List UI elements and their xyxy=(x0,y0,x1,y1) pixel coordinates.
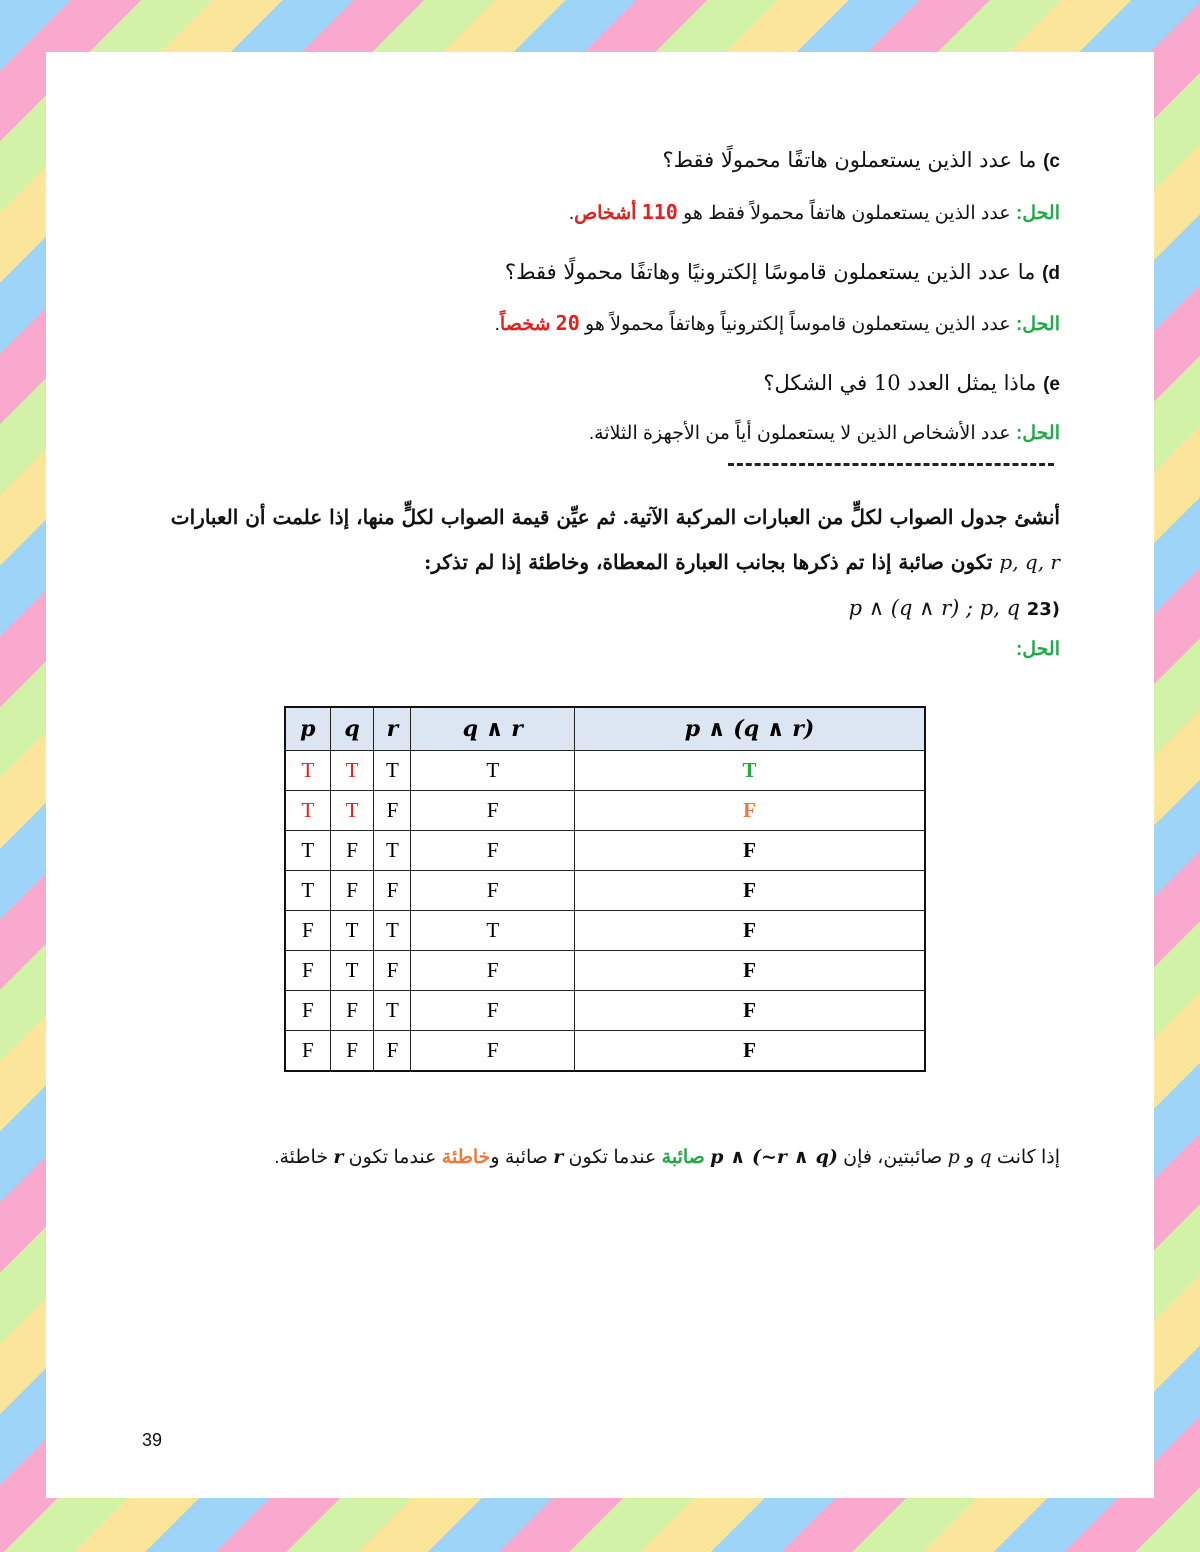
answer-text: عدد الذين يستعملون هاتفاً محمولاً فقط هو xyxy=(677,203,1011,224)
conclusion-part: عندما تكون xyxy=(563,1147,662,1168)
answer-text: عدد الذين يستعملون قاموساً إلكترونياً وهاتفاً محمولاً هو xyxy=(579,314,1011,335)
table-cell: F xyxy=(330,1031,374,1072)
conclusion-part: خاطئة. xyxy=(274,1147,334,1168)
table-cell: T xyxy=(374,991,411,1031)
table-cell: F xyxy=(285,1031,330,1072)
table-row xyxy=(285,871,925,911)
answer-text: عدد الأشخاص الذين لا يستعملون أياً من الأجهزة الثلاثة. xyxy=(588,423,1011,444)
page-number: 39 xyxy=(142,1430,163,1450)
table-cell: T xyxy=(374,831,411,871)
conclusion-text xyxy=(274,1146,1060,1169)
table-cell: F xyxy=(374,951,411,991)
question-d xyxy=(505,260,1060,285)
question-e xyxy=(763,371,1060,396)
table-cell: T xyxy=(330,911,374,951)
table-cell: F xyxy=(285,911,330,951)
table-cell: T xyxy=(374,911,411,951)
intro-text: تكون صائبة إذا تم ذكرها بجانب العبارة المعطاة، وخاطئة إذا لم تذكر: xyxy=(423,550,993,574)
answer-label: الحل: xyxy=(1015,203,1060,224)
table-row xyxy=(285,791,925,831)
table-row xyxy=(285,831,925,871)
conclusion-expression: (p ∧ (~r ∧ q xyxy=(710,1146,838,1168)
table-cell: F xyxy=(411,831,575,871)
table-cell: F xyxy=(374,791,411,831)
question-label: c) xyxy=(1043,151,1060,172)
truth-table xyxy=(284,706,926,1072)
intro-variables: p, q, r xyxy=(999,550,1060,574)
solution-label-text: الحل: xyxy=(1015,639,1060,660)
table-cell: F xyxy=(374,1031,411,1072)
table-cell: T xyxy=(411,751,575,791)
table-cell-result: F xyxy=(575,831,926,871)
answer-number: 20 xyxy=(555,311,580,335)
answer-end: . xyxy=(494,314,500,335)
section-divider xyxy=(728,463,1054,466)
conclusion-part: إذا كانت xyxy=(991,1147,1060,1168)
header-r: r xyxy=(374,707,411,751)
table-cell: T xyxy=(330,791,374,831)
answer-end: . xyxy=(568,203,575,224)
table-row xyxy=(285,751,925,791)
table-cell-result: F xyxy=(575,871,926,911)
conclusion-part: صائبتين، فإن xyxy=(837,1147,948,1168)
header-p-and-q-and-r: p ∧ (q ∧ r) xyxy=(575,707,926,751)
table-cell: F xyxy=(285,951,330,991)
table-cell: F xyxy=(330,991,374,1031)
table-row xyxy=(285,951,925,991)
conclusion-part: عندما تكون xyxy=(343,1147,442,1168)
exercise-intro-line1: أنشئ جدول الصواب لكلٍّ من العبارات المركبة الآتية. ثم عيِّن قيمة الصواب لكلٍّ منها، إذا علمت أن العبارات xyxy=(170,505,1060,529)
table-cell-result: F xyxy=(575,991,926,1031)
answer-unit: أشخاص xyxy=(574,203,637,224)
question-text: ما عدد الذين يستعملون قاموسًا إلكترونيًا وهاتفًا محمولًا فقط؟ xyxy=(504,260,1036,284)
header-q: q xyxy=(330,707,374,751)
answer-number: 110 xyxy=(641,200,678,224)
table-row xyxy=(285,911,925,951)
table-cell: T xyxy=(285,791,330,831)
exercise-expression: p ∧ (q ∧ r) ; p, q xyxy=(848,596,1021,620)
table-header-row xyxy=(285,707,925,751)
table-cell: F xyxy=(411,791,575,831)
table-cell-result: F xyxy=(575,791,926,831)
question-text: ماذا يمثل العدد 10 في الشكل؟ xyxy=(763,371,1037,395)
table-cell-result: F xyxy=(575,951,926,991)
false-word: خاطئة xyxy=(441,1147,491,1168)
answer-d xyxy=(495,311,1060,336)
exercise-statement xyxy=(849,596,1060,620)
question-label: e) xyxy=(1043,374,1060,395)
table-cell-result: F xyxy=(575,1031,926,1072)
answer-label: الحل: xyxy=(1015,314,1060,335)
table-cell: F xyxy=(411,951,575,991)
table-cell: T xyxy=(330,951,374,991)
answer-unit: شخصاً xyxy=(499,314,551,335)
exercise-number: (23 xyxy=(1026,599,1060,620)
true-word: صائبة xyxy=(661,1147,705,1168)
exercise-intro-line2 xyxy=(424,550,1060,574)
question-label: d) xyxy=(1042,263,1060,284)
table-cell: T xyxy=(285,871,330,911)
table-cell: T xyxy=(330,751,374,791)
table-cell: T xyxy=(411,911,575,951)
question-c xyxy=(662,148,1060,173)
table-cell-result: T xyxy=(575,751,926,791)
variable-r: r xyxy=(553,1146,564,1168)
table-cell: F xyxy=(330,871,374,911)
answer-c xyxy=(569,200,1060,225)
table-cell: F xyxy=(330,831,374,871)
variable-r: r xyxy=(333,1146,344,1168)
table-row xyxy=(285,1031,925,1072)
conclusion-part: و xyxy=(959,1147,980,1168)
variable-q: q xyxy=(979,1146,992,1168)
header-q-and-r: q ∧ r xyxy=(411,707,575,751)
variable-p: p xyxy=(947,1146,960,1168)
question-text: ما عدد الذين يستعملون هاتفًا محمولًا فقط؟ xyxy=(662,148,1037,172)
answer-label: الحل: xyxy=(1015,423,1060,444)
answer-e xyxy=(589,422,1060,445)
table-cell: T xyxy=(285,751,330,791)
table-cell: T xyxy=(285,831,330,871)
header-p: p xyxy=(285,707,330,751)
conclusion-part: صائبة و xyxy=(490,1147,554,1168)
table-cell: F xyxy=(411,1031,575,1072)
table-cell: T xyxy=(374,751,411,791)
table-row xyxy=(285,991,925,1031)
table-cell: F xyxy=(285,991,330,1031)
table-cell: F xyxy=(411,991,575,1031)
table-cell: F xyxy=(374,871,411,911)
table-cell-result: F xyxy=(575,911,926,951)
solution-label xyxy=(1016,638,1060,661)
table-cell: F xyxy=(411,871,575,911)
